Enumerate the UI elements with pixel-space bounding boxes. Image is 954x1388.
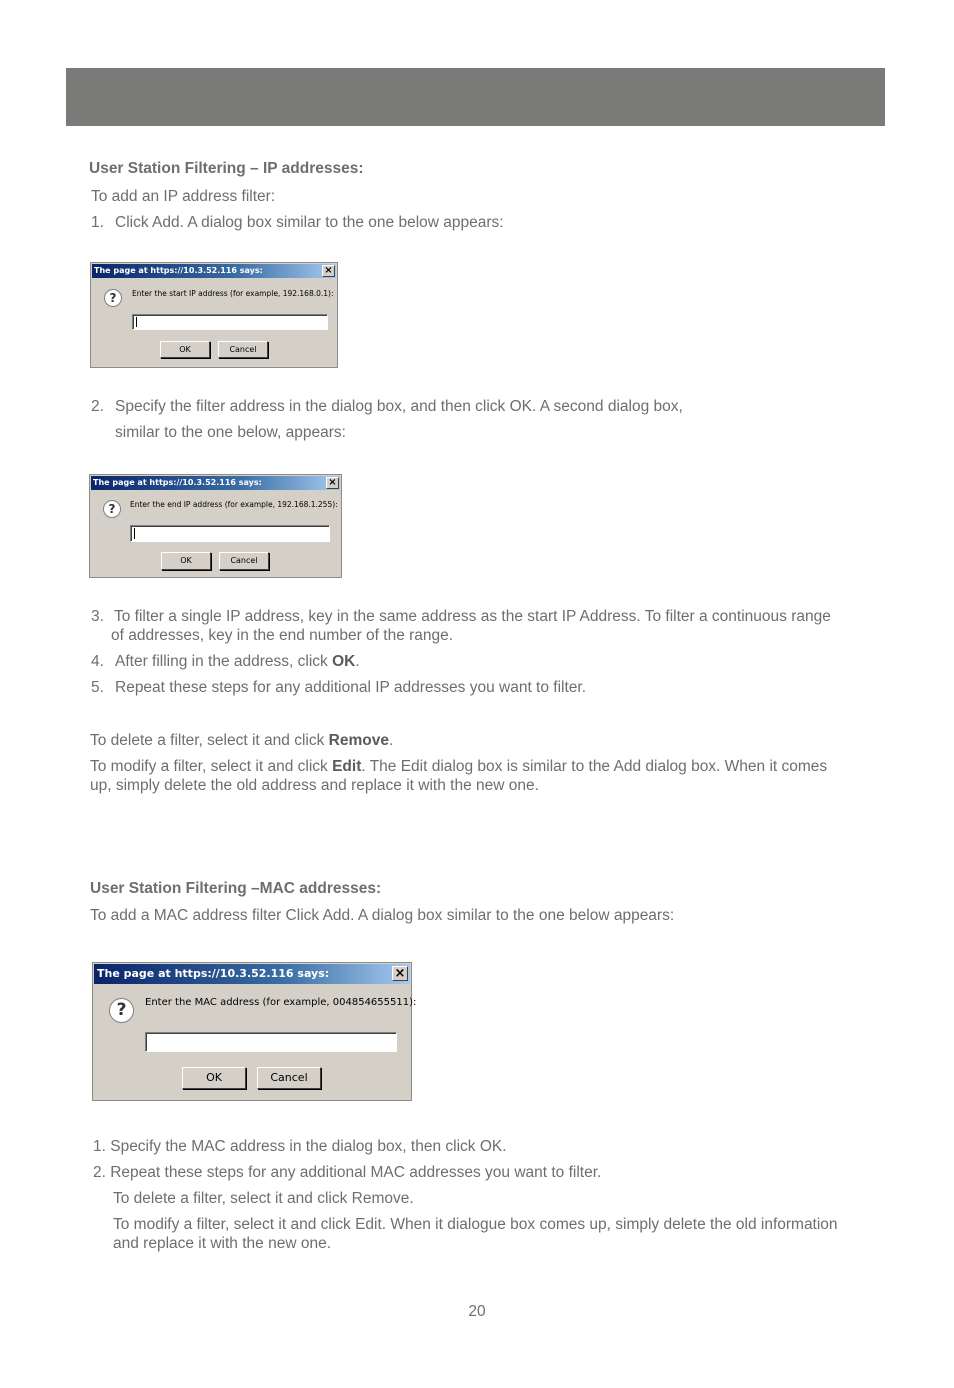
cancel-button[interactable]: Cancel xyxy=(219,552,269,570)
start-ip-input[interactable] xyxy=(132,314,328,330)
cancel-button[interactable]: Cancel xyxy=(257,1067,321,1089)
ip-step1-number: 1. xyxy=(91,214,104,231)
question-icon: ? xyxy=(103,500,121,518)
ip-intro: To add an IP address filter: xyxy=(91,188,276,205)
question-icon: ? xyxy=(109,998,134,1023)
ip-step3-line1: To filter a single IP address, key in the same address as the start IP Address. To filter a continuous range xyxy=(114,608,831,625)
ip-step3-line2: of addresses, key in the end number of the range. xyxy=(111,627,454,644)
mac-address-input[interactable] xyxy=(145,1032,397,1052)
ok-button[interactable]: OK xyxy=(161,552,211,570)
ip-step5-number: 5. xyxy=(91,679,104,696)
remove-bold: Remove xyxy=(328,732,389,749)
close-icon[interactable]: × xyxy=(392,966,408,981)
step4-pre: After filling in the address, click xyxy=(115,653,333,670)
mac-modify-line2: and replace it with the new one. xyxy=(113,1235,331,1252)
end-ip-dialog xyxy=(89,474,342,578)
ip-step1-text: Click Add. A dialog box similar to the one below appears: xyxy=(115,214,504,231)
mac-address-dialog xyxy=(92,962,417,1101)
dialog-prompt: Enter the start IP address (for example, 192.168.0.1): xyxy=(132,289,334,298)
dialog-title-bar: The page at https://10.3.52.116 says: xyxy=(92,264,336,278)
delete-pre: To delete a filter, select it and click xyxy=(90,732,329,749)
ip-step2-line2: similar to the one below, appears: xyxy=(115,424,346,441)
ip-step2-number: 2. xyxy=(91,398,104,415)
mac-delete-instruction: To delete a filter, select it and click Remove. xyxy=(113,1190,414,1207)
step4-ok-bold: OK xyxy=(332,653,356,670)
mac-section-heading: User Station Filtering –MAC addresses: xyxy=(90,880,382,897)
mac-step1: 1. Specify the MAC address in the dialog box, then click OK. xyxy=(93,1138,507,1155)
modify-pre: To modify a filter, select it and click xyxy=(90,758,333,775)
close-icon[interactable]: × xyxy=(322,265,335,277)
modify-post: . The Edit dialog box is similar to the Add dialog box. When it comes xyxy=(361,758,828,775)
close-icon[interactable]: × xyxy=(326,477,339,489)
question-icon: ? xyxy=(104,289,122,307)
text-caret xyxy=(136,317,137,327)
mac-intro: To add a MAC address filter Click Add. A dialog box similar to the one below appears: xyxy=(90,907,675,924)
ip-step2-line1: Specify the filter address in the dialog box, and then click OK. A second dialog box, xyxy=(115,398,683,415)
dialog-title-bar: The page at https://10.3.52.116 says: xyxy=(91,476,340,490)
ok-button[interactable]: OK xyxy=(160,341,210,358)
dialog-title-bar: The page at https://10.3.52.116 says: xyxy=(94,964,410,984)
edit-bold: Edit xyxy=(332,758,362,775)
ip-step3-number: 3. xyxy=(91,608,104,625)
ip-modify-line1 xyxy=(90,757,827,776)
text-caret xyxy=(134,528,135,539)
ip-delete-instruction xyxy=(90,731,393,750)
dialog-prompt: Enter the end IP address (for example, 192.168.1.255): xyxy=(130,500,338,509)
ip-step5-text: Repeat these steps for any additional IP addresses you want to filter. xyxy=(115,679,587,696)
cancel-button[interactable]: Cancel xyxy=(218,341,268,358)
mac-modify-line1: To modify a filter, select it and click Edit. When it dialogue box comes up, simply delete the old information xyxy=(113,1216,838,1233)
ip-section-heading: User Station Filtering – IP addresses: xyxy=(89,160,364,177)
start-ip-dialog xyxy=(90,262,338,368)
end-ip-input[interactable] xyxy=(130,525,330,542)
ok-button[interactable]: OK xyxy=(182,1067,246,1089)
dialog-prompt: Enter the MAC address (for example, 004854655511): xyxy=(145,997,417,1008)
mac-step2: 2. Repeat these steps for any additional MAC addresses you want to filter. xyxy=(93,1164,602,1181)
ip-step4-number: 4. xyxy=(91,653,104,670)
ip-step4-text xyxy=(115,652,360,671)
header-bar xyxy=(66,68,885,126)
ip-modify-line2: up, simply delete the old address and replace it with the new one. xyxy=(90,777,539,794)
delete-post: . xyxy=(388,732,394,749)
page-number: 20 xyxy=(468,1303,486,1320)
step4-post: . xyxy=(355,653,360,670)
